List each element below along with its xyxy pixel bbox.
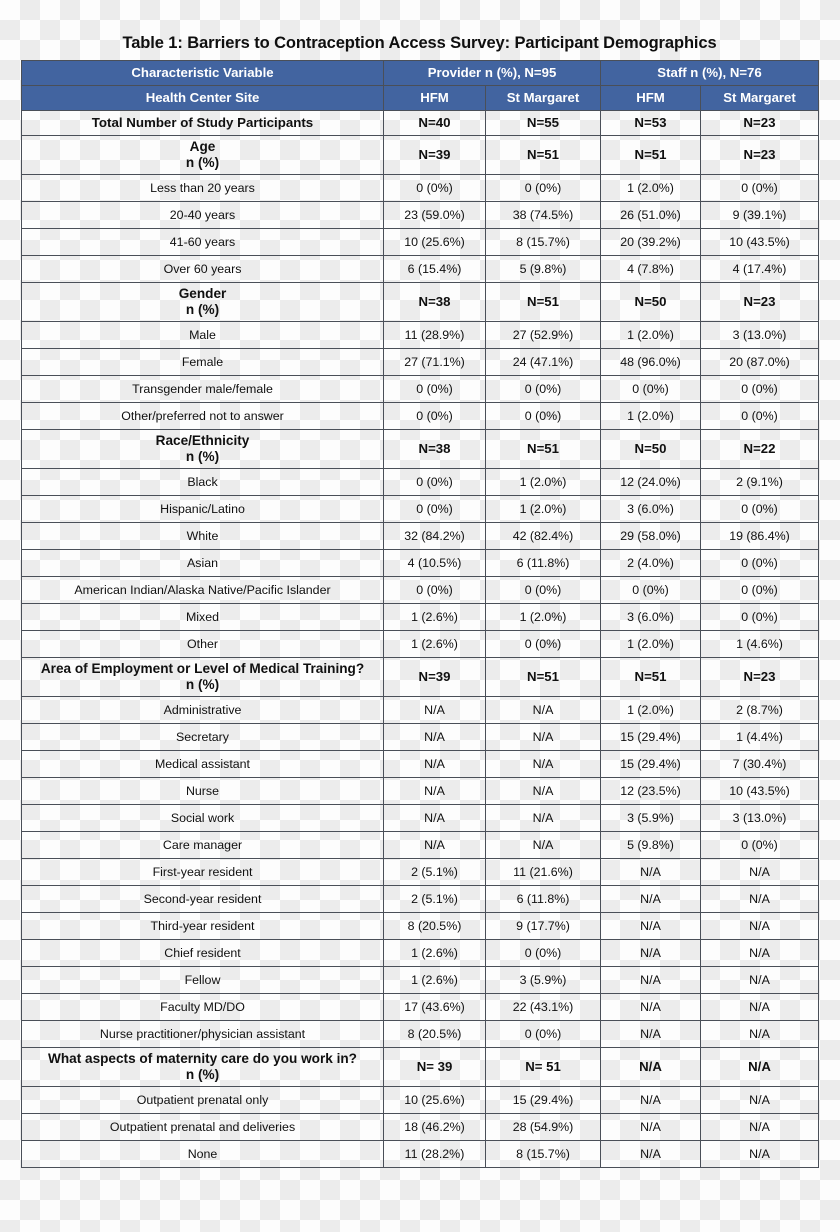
cell-value: N/A: [701, 859, 819, 886]
cell-value: N/A: [701, 913, 819, 940]
cell-value: 38 (74.5%): [486, 202, 601, 229]
cell-value: 2 (9.1%): [701, 469, 819, 496]
cell-value: 27 (52.9%): [486, 322, 601, 349]
table-row: [22, 376, 819, 403]
row-label: Area of Employment or Level of Medical Training? n (%): [22, 658, 384, 697]
cell-value: 0 (0%): [384, 577, 486, 604]
cell-value: N/A: [384, 778, 486, 805]
cell-value: 0 (0%): [486, 376, 601, 403]
cell-value: 1 (2.6%): [384, 631, 486, 658]
row-label: American Indian/Alaska Native/Pacific Islander: [22, 577, 384, 604]
cell-value: 1 (2.6%): [384, 967, 486, 994]
header-characteristic-variable: Characteristic Variable: [22, 61, 384, 86]
cell-value: N=51: [486, 136, 601, 175]
cell-value: N/A: [701, 967, 819, 994]
cell-value: 6 (11.8%): [486, 550, 601, 577]
cell-value: 9 (17.7%): [486, 913, 601, 940]
cell-value: 0 (0%): [701, 175, 819, 202]
cell-value: 2 (5.1%): [384, 859, 486, 886]
row-label: Race/Ethnicity n (%): [22, 430, 384, 469]
row-label: Chief resident: [22, 940, 384, 967]
row-label: Third-year resident: [22, 913, 384, 940]
cell-value: N/A: [601, 913, 701, 940]
table-row: [22, 229, 819, 256]
table-header: [22, 61, 819, 111]
cell-value: 0 (0%): [701, 496, 819, 523]
cell-value: 0 (0%): [601, 376, 701, 403]
cell-value: 11 (28.2%): [384, 1141, 486, 1168]
cell-value: 9 (39.1%): [701, 202, 819, 229]
table-row: [22, 886, 819, 913]
cell-value: 26 (51.0%): [601, 202, 701, 229]
cell-value: 23 (59.0%): [384, 202, 486, 229]
row-label: What aspects of maternity care do you work in? n (%): [22, 1048, 384, 1087]
cell-value: 48 (96.0%): [601, 349, 701, 376]
header-health-center-site: Health Center Site: [22, 86, 384, 111]
cell-value: 10 (43.5%): [701, 229, 819, 256]
cell-value: 5 (9.8%): [486, 256, 601, 283]
cell-value: 4 (7.8%): [601, 256, 701, 283]
row-label: None: [22, 1141, 384, 1168]
cell-value: N=51: [601, 658, 701, 697]
cell-value: 0 (0%): [486, 403, 601, 430]
cell-value: 3 (6.0%): [601, 604, 701, 631]
table-row: [22, 256, 819, 283]
table-row: [22, 658, 819, 697]
cell-value: 1 (4.4%): [701, 724, 819, 751]
row-label: Female: [22, 349, 384, 376]
cell-value: 8 (15.7%): [486, 229, 601, 256]
cell-value: N=53: [601, 111, 701, 136]
table-row: [22, 604, 819, 631]
cell-value: N=38: [384, 283, 486, 322]
cell-value: N/A: [486, 832, 601, 859]
cell-value: N=23: [701, 136, 819, 175]
table-row: [22, 1021, 819, 1048]
cell-value: 3 (5.9%): [486, 967, 601, 994]
cell-value: N/A: [601, 1141, 701, 1168]
header-site-row: [22, 86, 819, 111]
cell-value: N=23: [701, 111, 819, 136]
table-row: [22, 1114, 819, 1141]
cell-value: 2 (8.7%): [701, 697, 819, 724]
cell-value: N/A: [384, 805, 486, 832]
cell-value: N/A: [601, 967, 701, 994]
cell-value: N= 39: [384, 1048, 486, 1087]
table-row: [22, 724, 819, 751]
cell-value: 0 (0%): [701, 832, 819, 859]
cell-value: N/A: [701, 1087, 819, 1114]
row-label: Outpatient prenatal only: [22, 1087, 384, 1114]
cell-value: 1 (2.0%): [486, 496, 601, 523]
cell-value: 6 (11.8%): [486, 886, 601, 913]
table-row: [22, 349, 819, 376]
table-row: [22, 430, 819, 469]
cell-value: 1 (2.0%): [601, 322, 701, 349]
cell-value: 15 (29.4%): [601, 751, 701, 778]
cell-value: 28 (54.9%): [486, 1114, 601, 1141]
cell-value: N=51: [601, 136, 701, 175]
table-row: [22, 469, 819, 496]
cell-value: 8 (15.7%): [486, 1141, 601, 1168]
row-sublabel: n (%): [185, 1067, 220, 1083]
row-label: White: [22, 523, 384, 550]
cell-value: N=38: [384, 430, 486, 469]
cell-value: 4 (10.5%): [384, 550, 486, 577]
row-label: Second-year resident: [22, 886, 384, 913]
row-label: Other/preferred not to answer: [22, 403, 384, 430]
cell-value: 3 (5.9%): [601, 805, 701, 832]
cell-value: N/A: [701, 940, 819, 967]
header-provider-hfm: HFM: [384, 86, 486, 111]
cell-value: N/A: [601, 994, 701, 1021]
cell-value: N/A: [601, 1114, 701, 1141]
cell-value: 20 (39.2%): [601, 229, 701, 256]
cell-value: 2 (4.0%): [601, 550, 701, 577]
row-label: Fellow: [22, 967, 384, 994]
cell-value: 17 (43.6%): [384, 994, 486, 1021]
cell-value: N=23: [701, 658, 819, 697]
table-row: [22, 967, 819, 994]
table-row: [22, 496, 819, 523]
cell-value: 1 (2.6%): [384, 940, 486, 967]
cell-value: 0 (0%): [384, 175, 486, 202]
row-label: 41-60 years: [22, 229, 384, 256]
header-provider-group: Provider n (%), N=95: [384, 61, 601, 86]
cell-value: 11 (28.9%): [384, 322, 486, 349]
table-row: [22, 1141, 819, 1168]
cell-value: N=22: [701, 430, 819, 469]
cell-value: 12 (23.5%): [601, 778, 701, 805]
table-row: [22, 913, 819, 940]
row-label: Nurse: [22, 778, 384, 805]
table-row: [22, 832, 819, 859]
table-row: [22, 523, 819, 550]
row-label: Administrative: [22, 697, 384, 724]
table-row: [22, 550, 819, 577]
cell-value: 4 (17.4%): [701, 256, 819, 283]
cell-value: N=39: [384, 658, 486, 697]
row-label: Hispanic/Latino: [22, 496, 384, 523]
cell-value: N= 51: [486, 1048, 601, 1087]
table-body: [22, 111, 819, 1168]
cell-value: N/A: [384, 751, 486, 778]
cell-value: 6 (15.4%): [384, 256, 486, 283]
row-label: Asian: [22, 550, 384, 577]
table-row: [22, 577, 819, 604]
cell-value: 2 (5.1%): [384, 886, 486, 913]
cell-value: N/A: [486, 805, 601, 832]
table-row: [22, 751, 819, 778]
cell-value: N=51: [486, 283, 601, 322]
row-label: Over 60 years: [22, 256, 384, 283]
cell-value: 15 (29.4%): [486, 1087, 601, 1114]
cell-value: N/A: [384, 832, 486, 859]
table-row: [22, 859, 819, 886]
cell-value: 18 (46.2%): [384, 1114, 486, 1141]
row-label: Nurse practitioner/physician assistant: [22, 1021, 384, 1048]
cell-value: N/A: [486, 724, 601, 751]
row-label: Black: [22, 469, 384, 496]
row-label: Medical assistant: [22, 751, 384, 778]
cell-value: N=23: [701, 283, 819, 322]
cell-value: 11 (21.6%): [486, 859, 601, 886]
cell-value: N/A: [601, 1048, 701, 1087]
table-row: [22, 136, 819, 175]
page-title: Table 1: Barriers to Contraception Access Survey: Participant Demographics: [122, 34, 717, 52]
cell-value: 0 (0%): [384, 403, 486, 430]
table-row: [22, 202, 819, 229]
cell-value: 1 (2.0%): [486, 469, 601, 496]
cell-value: 0 (0%): [486, 940, 601, 967]
cell-value: N/A: [701, 1114, 819, 1141]
cell-value: 3 (13.0%): [701, 322, 819, 349]
cell-value: 0 (0%): [486, 1021, 601, 1048]
cell-value: N=50: [601, 283, 701, 322]
header-staff-st-margaret: St Margaret: [701, 86, 819, 111]
cell-value: N/A: [601, 859, 701, 886]
cell-value: 1 (2.0%): [601, 697, 701, 724]
cell-value: N=40: [384, 111, 486, 136]
table-row: [22, 1087, 819, 1114]
cell-value: N/A: [601, 1021, 701, 1048]
row-label: Total Number of Study Participants: [22, 111, 384, 136]
demographics-table: [21, 60, 819, 1168]
cell-value: 10 (25.6%): [384, 1087, 486, 1114]
cell-value: 1 (2.0%): [601, 631, 701, 658]
cell-value: N/A: [601, 940, 701, 967]
row-sublabel: n (%): [185, 449, 220, 465]
table-row: [22, 403, 819, 430]
cell-value: 0 (0%): [701, 550, 819, 577]
cell-value: 10 (43.5%): [701, 778, 819, 805]
cell-value: N/A: [701, 994, 819, 1021]
row-label: Other: [22, 631, 384, 658]
header-staff-hfm: HFM: [601, 86, 701, 111]
cell-value: N=55: [486, 111, 601, 136]
row-sublabel: n (%): [185, 155, 220, 171]
table-row: [22, 805, 819, 832]
cell-value: 1 (2.0%): [601, 175, 701, 202]
row-label: Less than 20 years: [22, 175, 384, 202]
header-staff-group: Staff n (%), N=76: [601, 61, 819, 86]
row-sublabel: n (%): [185, 302, 220, 318]
cell-value: 0 (0%): [701, 577, 819, 604]
row-label: Faculty MD/DO: [22, 994, 384, 1021]
row-label: First-year resident: [22, 859, 384, 886]
cell-value: N/A: [384, 724, 486, 751]
cell-value: 29 (58.0%): [601, 523, 701, 550]
cell-value: 1 (2.6%): [384, 604, 486, 631]
cell-value: 0 (0%): [486, 577, 601, 604]
row-sublabel: n (%): [185, 677, 220, 693]
row-label: Outpatient prenatal and deliveries: [22, 1114, 384, 1141]
table-row: [22, 940, 819, 967]
table-row: [22, 283, 819, 322]
cell-value: N/A: [486, 697, 601, 724]
cell-value: 1 (2.0%): [601, 403, 701, 430]
table-row: [22, 322, 819, 349]
row-label: Care manager: [22, 832, 384, 859]
cell-value: 0 (0%): [384, 496, 486, 523]
cell-value: 0 (0%): [486, 631, 601, 658]
cell-value: 0 (0%): [384, 469, 486, 496]
cell-value: 20 (87.0%): [701, 349, 819, 376]
cell-value: 3 (6.0%): [601, 496, 701, 523]
cell-value: 0 (0%): [384, 376, 486, 403]
cell-value: 8 (20.5%): [384, 1021, 486, 1048]
table-row: [22, 631, 819, 658]
cell-value: 7 (30.4%): [701, 751, 819, 778]
cell-value: 27 (71.1%): [384, 349, 486, 376]
table-row: [22, 778, 819, 805]
cell-value: 0 (0%): [601, 577, 701, 604]
row-label: Mixed: [22, 604, 384, 631]
cell-value: N=51: [486, 430, 601, 469]
cell-value: 24 (47.1%): [486, 349, 601, 376]
cell-value: N/A: [701, 886, 819, 913]
cell-value: 22 (43.1%): [486, 994, 601, 1021]
cell-value: 12 (24.0%): [601, 469, 701, 496]
row-label: Male: [22, 322, 384, 349]
cell-value: 10 (25.6%): [384, 229, 486, 256]
cell-value: N/A: [701, 1021, 819, 1048]
cell-value: 42 (82.4%): [486, 523, 601, 550]
cell-value: N=51: [486, 658, 601, 697]
cell-value: N=50: [601, 430, 701, 469]
cell-value: N/A: [486, 778, 601, 805]
cell-value: N/A: [486, 751, 601, 778]
row-label: Age n (%): [22, 136, 384, 175]
cell-value: N/A: [384, 697, 486, 724]
cell-value: 0 (0%): [701, 403, 819, 430]
cell-value: N/A: [701, 1141, 819, 1168]
table-row: [22, 175, 819, 202]
row-label: 20-40 years: [22, 202, 384, 229]
cell-value: 5 (9.8%): [601, 832, 701, 859]
cell-value: N=39: [384, 136, 486, 175]
cell-value: 0 (0%): [701, 604, 819, 631]
cell-value: 15 (29.4%): [601, 724, 701, 751]
row-label: Gender n (%): [22, 283, 384, 322]
header-group-row: [22, 61, 819, 86]
table-row: [22, 1048, 819, 1087]
cell-value: 32 (84.2%): [384, 523, 486, 550]
cell-value: 0 (0%): [486, 175, 601, 202]
cell-value: 8 (20.5%): [384, 913, 486, 940]
table-row: [22, 111, 819, 136]
header-provider-st-margaret: St Margaret: [486, 86, 601, 111]
cell-value: 1 (2.0%): [486, 604, 601, 631]
cell-value: 1 (4.6%): [701, 631, 819, 658]
row-label: Transgender male/female: [22, 376, 384, 403]
cell-value: 19 (86.4%): [701, 523, 819, 550]
table-row: [22, 994, 819, 1021]
cell-value: 0 (0%): [701, 376, 819, 403]
cell-value: N/A: [701, 1048, 819, 1087]
row-label: Secretary: [22, 724, 384, 751]
cell-value: N/A: [601, 886, 701, 913]
cell-value: N/A: [601, 1087, 701, 1114]
row-label: Social work: [22, 805, 384, 832]
table-row: [22, 697, 819, 724]
cell-value: 3 (13.0%): [701, 805, 819, 832]
